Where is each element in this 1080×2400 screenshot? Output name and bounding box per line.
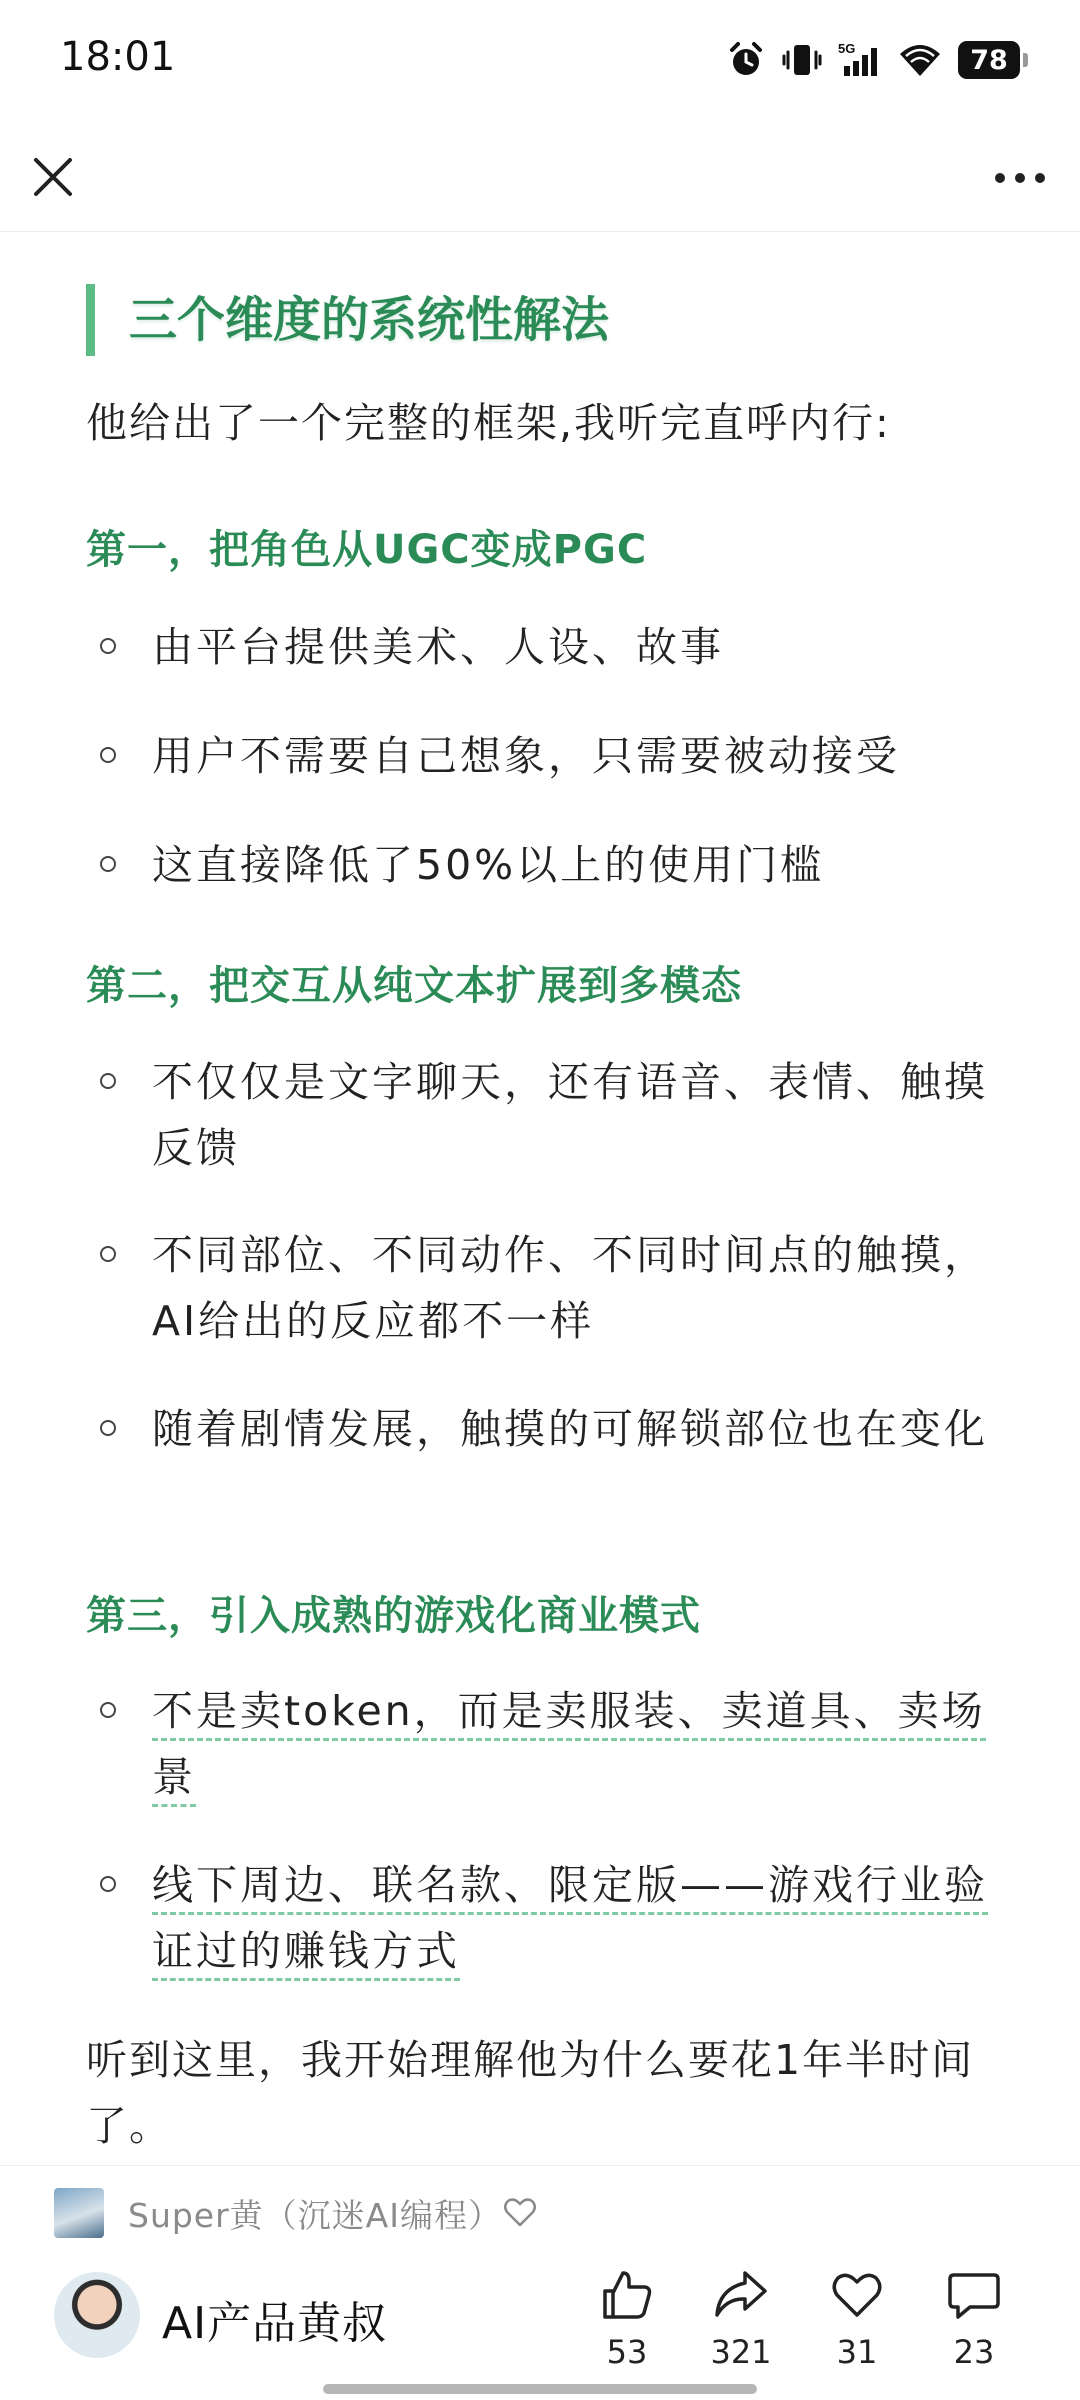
author-name[interactable]: Super黄（沉迷AI编程）	[128, 2196, 502, 2235]
bullet-icon	[100, 1246, 116, 1262]
status-time: 18:01	[60, 34, 176, 80]
battery-icon: 78	[958, 41, 1020, 79]
list-item	[86, 1049, 994, 1181]
alarm-icon	[726, 40, 766, 80]
author-mini-avatar[interactable]	[54, 2188, 104, 2238]
thumbs-up-icon	[599, 2267, 655, 2323]
like-button[interactable]	[582, 2267, 672, 2371]
list-item-text: 这直接降低了50%以上的使用门槛	[152, 841, 825, 889]
bottom-action-bar	[0, 2257, 1080, 2400]
favorite-count: 31	[836, 2333, 878, 2371]
list-item	[86, 1396, 994, 1462]
heart-outline-icon[interactable]	[502, 2194, 538, 2230]
bullet-icon	[100, 638, 116, 654]
account-avatar[interactable]	[54, 2272, 140, 2358]
bullet-icon	[100, 1876, 116, 1892]
sub-heading-1: 第一，把角色从UGC变成PGC	[86, 527, 648, 573]
list-item-link-text[interactable]: 线下周边、联名款、限定版——游戏行业验证过的赚钱方式	[152, 1861, 988, 1981]
list-item-link[interactable]	[86, 1852, 994, 1984]
list-item-link[interactable]	[86, 1678, 994, 1810]
like-count: 53	[606, 2333, 648, 2371]
favorite-button[interactable]	[812, 2267, 902, 2371]
more-icon[interactable]	[988, 154, 1052, 202]
network-label: 5G	[838, 41, 856, 56]
list-item-link-text[interactable]: 不是卖token，而是卖服装、卖道具、卖场景	[152, 1687, 986, 1807]
closing-paragraph: 听到这里，我开始理解他为什么要花1年半时间了。	[86, 2036, 975, 2150]
bullet-icon	[100, 747, 116, 763]
author-strip[interactable]	[0, 2165, 1080, 2257]
list-item	[86, 1222, 994, 1354]
share-icon	[713, 2267, 769, 2323]
bullet-icon	[100, 1073, 116, 1089]
section-heading: 三个维度的系统性解法	[86, 284, 609, 356]
sub-heading-3: 第三，引入成熟的游戏化商业模式	[86, 1593, 701, 1639]
list-item-text: 随着剧情发展，触摸的可解锁部位也在变化	[152, 1405, 988, 1453]
share-button[interactable]	[696, 2267, 786, 2371]
wifi-icon	[898, 40, 942, 80]
comment-button[interactable]	[929, 2267, 1019, 2371]
list-item	[86, 723, 994, 789]
bullet-icon	[100, 856, 116, 872]
home-indicator[interactable]	[323, 2384, 757, 2394]
vibrate-icon	[782, 40, 822, 80]
close-icon[interactable]	[28, 152, 78, 202]
list-item	[86, 614, 994, 680]
top-nav	[0, 120, 1080, 232]
list-item-text: 由平台提供美术、人设、故事	[152, 623, 724, 671]
share-count: 321	[710, 2333, 772, 2371]
heart-icon	[829, 2267, 885, 2323]
sub-heading-2: 第二，把交互从纯文本扩展到多模态	[86, 963, 742, 1009]
list-item	[86, 832, 994, 898]
signal-icon	[838, 40, 882, 80]
comment-icon	[946, 2267, 1002, 2323]
bullet-icon	[100, 1420, 116, 1436]
list-item-text: 不同部位、不同动作、不同时间点的触摸，AI给出的反应都不一样	[152, 1231, 988, 1345]
list-item-text: 不仅仅是文字聊天，还有语音、表情、触摸反馈	[152, 1058, 988, 1172]
account-name[interactable]: AI产品黄叔	[162, 2298, 388, 2349]
intro-paragraph: 他给出了一个完整的框架,我听完直呼内行:	[86, 399, 891, 447]
list-item-text: 用户不需要自己想象，只需要被动接受	[152, 732, 900, 780]
status-bar	[0, 0, 1080, 120]
status-icons	[726, 36, 1020, 84]
bullet-icon	[100, 1702, 116, 1718]
comment-count: 23	[953, 2333, 995, 2371]
